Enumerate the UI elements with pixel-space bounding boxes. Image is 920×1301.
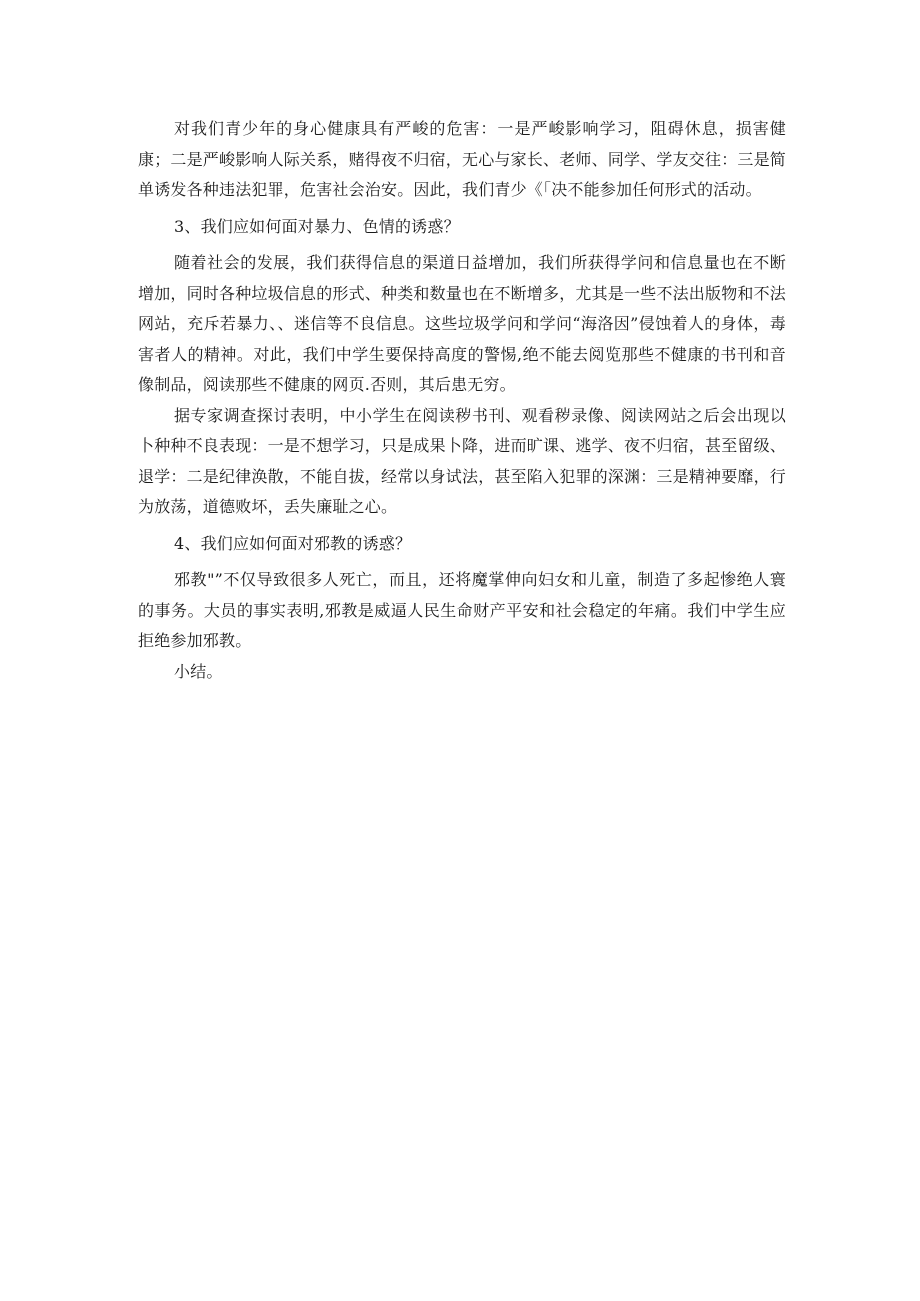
heading-cult-temptation: 4、我们应如何面对邪教的诱惑？ — [174, 533, 412, 553]
heading-violence-temptation: 3、我们应如何面对暴力、色情的诱惑？ — [174, 216, 460, 236]
paragraph-information-channels: 随着社会的发展，我们获得信息的渠道日益增加，我们所获得学问和信息量也在不断增加，同时各种垃圾信息的形式、种类和数量也在不断增多，尤其是一些不法出版物和不法网站，充斥若暴力、、迷信等不良信息。这些垃圾学问和学问“海洛因”侵蚀着人的身体，毒害者人的精神。对此，我们中学生要保持高度的警惕,绝不能去阅览那些不健康的书刊和音像制品，阅读那些不健康的网页.否则，其后患无穷。 — [138, 253, 787, 394]
paragraph-cult: 邪教"”不仅导致很多人死亡，而且，还将魔掌伸向妇女和儿童，制造了多起惨绝人寰的事务。大员的事实表明,邪教是威逼人民生命财产平安和社会稳定的年痛。我们中学生应拒绝参加邪教。 — [138, 570, 786, 650]
paragraph-harm: 对我们青少年的身心健康具有严峻的危害：一是严峻影响学习，阻碍休息，损害健康；二是严峻影响人际关系，赌得夜不归宿，无心与家长、老师、同学、学友交往：三是简单诱发各种违法犯罪，危害社会治安。因此，我们青少《「决不能参加任何形式的活动。 — [138, 119, 787, 199]
paragraph-summary: 小结。 — [174, 661, 223, 681]
document-body — [138, 114, 786, 687]
paragraph-expert-survey: 据专家调查探讨表明，中小学生在阅读秽书刊、观看秽录像、阅读网站之后会出现以卜种种不良表现：一是不想学习，只是成果卜降，进而旷课、逃学、夜不归宿，甚至留级、退学：二是纪律涣散，不能自拔，经常以身试法，甚至陷入犯罪的深渊：三是精神要靡，行为放荡，道德败坏，丢失廉耻之心。 — [138, 405, 787, 516]
